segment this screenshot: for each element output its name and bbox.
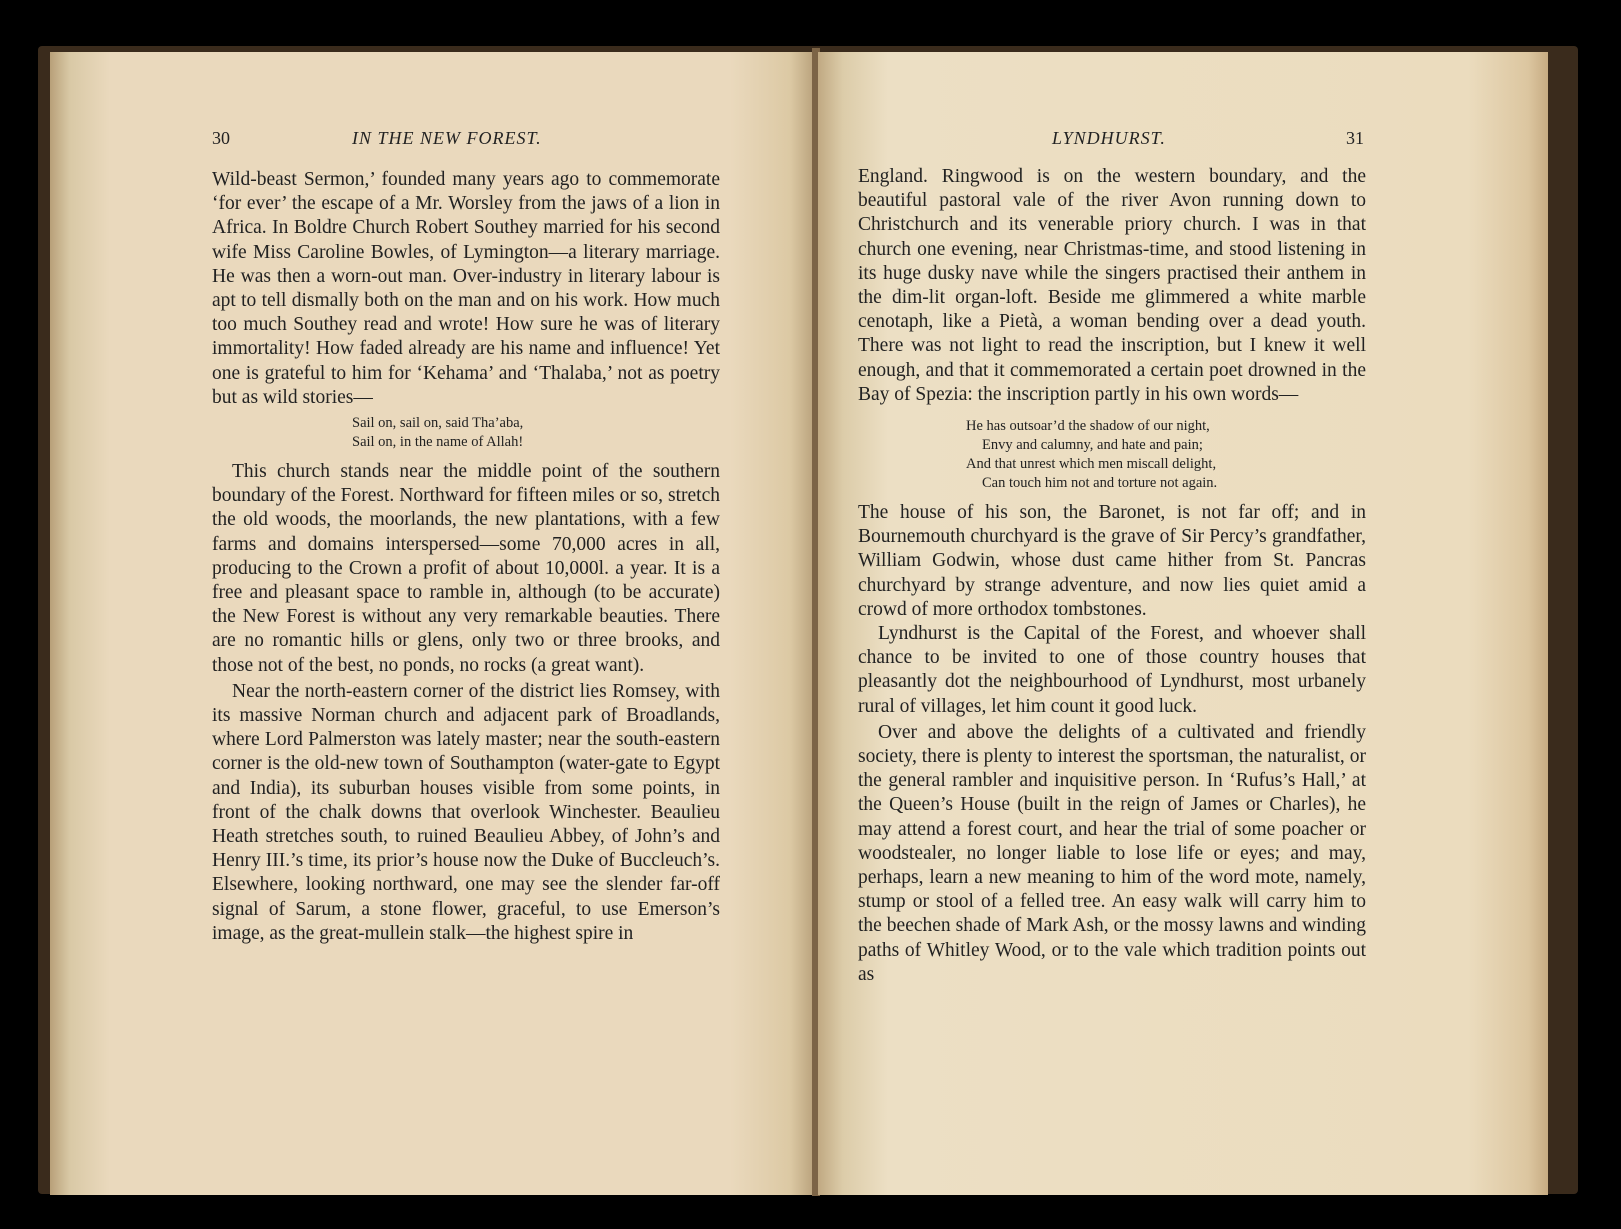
- verse-line: Can touch him not and torture not again.: [982, 475, 1218, 492]
- verse-line: And that unrest which men miscall delight,: [966, 456, 1217, 473]
- page-number: 30: [212, 128, 230, 148]
- verse-quote: [858, 417, 1366, 493]
- verse-line: He has outsoar’d the shadow of our night,: [966, 418, 1210, 435]
- running-head: IN THE NEW FOREST.: [352, 128, 542, 148]
- paragraph: The house of his son, the Baronet, is not far off; and in Bournemouth churchyard is the grave of Sir Percy’s grandfather, William Godwin, whose dust came hither from St. Pancras churchyard by strange adventure, and now lies quiet amid a crowd of more orthodox tombstones.: [858, 502, 1366, 620]
- verse-line: Envy and calumny, and hate and pain;: [982, 437, 1203, 454]
- paragraph: Near the north-eastern corner of the district lies Romsey, with its massive Norman church and adjacent park of Broadlands, where Lord Palmerston was lately master; near the south-eastern corner is the old-new town of Southampton (water-gate to Egypt and India), its suburban houses visible from some points, in front of the chalk downs that overlook Winchester. Beaulieu Heath stretches south, to ruined Beaulieu Abbey, of John’s and Henry III.’s time, its prior’s house now the Duke of Buccleuch’s. Elsewhere, looking northward, one may see the slender far-off signal of Sarum, a stone flower, graceful, to use Emerson’s image, as the great-mullein stalk—the highest spire in: [212, 680, 720, 944]
- paragraph: Lyndhurst is the Capital of the Forest, and whoever shall chance to be invited to one of those country houses that pleasantly dot the neighbourhood of Lyndhurst, most urbanely rural of villages, let him count it good luck.: [858, 623, 1366, 717]
- paragraph: Wild-beast Sermon,’ founded many years ago to commemorate ‘for ever’ the escape of a Mr. Worsley from the jaws of a lion in Africa. In Boldre Church Robert Southey married for his second wife Miss Caroline Bowles, of Lymington—a literary marriage. He was then a worn-out man. Over-industry in literary labour is apt to tell dismally both on the man and on his work. How much too much Southey read and wrote! How sure he was of literary immortality! How faded already are his name and influence! Yet one is grateful to him for ‘Kehama’ and ‘Thalaba,’ not as poetry but as wild stories—: [212, 169, 720, 408]
- paragraph: England. Ringwood is on the western boundary, and the beautiful pastoral vale of the river Avon running down to Christchurch and its venerable priory church. I was in that church one evening, near Christmas-time, and stood listening in its huge dusky nave while the singers practised their anthem in the dim-lit organ-loft. Beside me glimmered a white marble cenotaph, like a Pietà, a woman bending over a dead youth. There was not light to read the inscription, but I knew it well enough, and that it commemorated a certain poet drowned in the Bay of Spezia: the inscription partly in his own words—: [858, 166, 1366, 405]
- paragraph: Over and above the delights of a cultivated and friendly society, there is plenty to interest the sportsman, the naturalist, or the general rambler and inquisitive person. In ‘Rufus’s Hall,’ at the Queen’s House (built in the reign of James or Charles), he may attend a forest court, and hear the trial of some poacher or woodstealer, no longer liable to lose life or eyes; and may, perhaps, learn a new meaning to him of the word mote, namely, stump or stool of a felled tree. An easy walk will carry him to the beechen shade of Mark Ash, or the mossy lawns and winding paths of Whitley Wood, or to the vale which tradition points out as: [858, 721, 1366, 985]
- right-page-body: [858, 165, 1366, 987]
- page-number: 31: [1346, 128, 1364, 148]
- verse-line: Sail on, sail on, said Tha’aba,: [352, 415, 524, 432]
- paragraph: This church stands near the middle point of the southern boundary of the Forest. Northward for fifteen miles or so, stretch the old woods, the moorlands, the new plantations, with a few farms and domains interspersed—some 70,000 acres in all, producing to the Crown a profit of about 10,000l. a year. It is a free and pleasant space to ramble in, although (to be accurate) the New Forest is without any very remarkable beauties. There are no romantic hills or glens, only two or three brooks, and those not of the best, no ponds, no rocks (a great want).: [212, 461, 720, 676]
- verse-line: Sail on, in the name of Allah!: [352, 434, 524, 451]
- running-head: LYNDHURST.: [1052, 128, 1166, 148]
- left-page-body: [212, 168, 720, 946]
- verse-quote: [212, 414, 720, 452]
